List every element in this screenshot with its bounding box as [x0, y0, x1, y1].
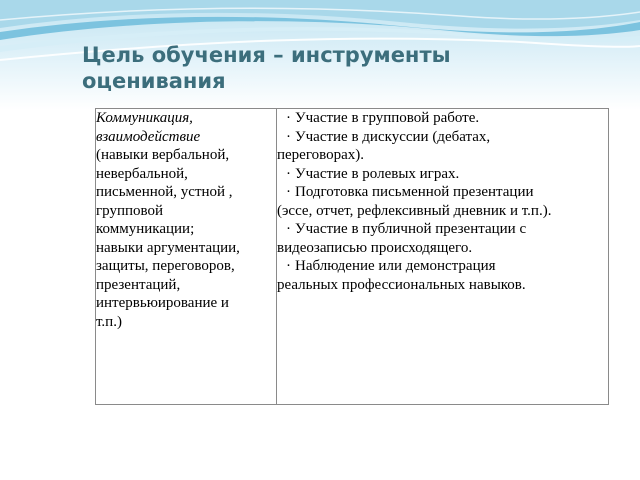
list-item-text: Участие в ролевых играх. [295, 165, 460, 182]
bullet-icon: · [286, 258, 291, 274]
competency-name-line: взаимодействие [96, 128, 201, 145]
bullet-icon: · [286, 110, 291, 126]
list-item-text: переговорах). [277, 147, 365, 163]
list-item [277, 165, 608, 184]
list-item-text: Подготовка письменной презентации [295, 184, 534, 200]
list-item [277, 220, 608, 257]
list-item-text: Участие в публичной презентации с [295, 221, 527, 237]
list-item-text: видеозаписью происходящего. [277, 239, 473, 256]
list-item [277, 109, 608, 128]
list-item-text: Наблюдение или демонстрация [295, 258, 496, 274]
bullet-icon: · [286, 221, 291, 237]
description-line: навыки аргументации, [96, 239, 240, 256]
list-item [277, 183, 608, 220]
competency-name [96, 109, 276, 146]
list-item [277, 257, 608, 294]
table-row [96, 109, 609, 405]
bullet-icon: · [286, 165, 291, 182]
competency-cell [96, 109, 277, 405]
list-item-text: Участие в дискуссии (дебатах, [295, 128, 491, 145]
slide-title-line: Цель обучения – инструменты [82, 43, 451, 67]
description-line: т.п.) [96, 313, 122, 330]
description-line: групповой [96, 202, 164, 219]
description-line: презентаций, [96, 276, 181, 293]
slide-title [82, 42, 622, 94]
description-line: интервьюирование и [96, 295, 229, 311]
list-item-text: (эссе, отчет, рефлексивный дневник и т.п.). [277, 202, 552, 219]
slide-title-line: оценивания [82, 69, 226, 93]
assessment-tools-cell [277, 109, 609, 405]
description-line: письменной, устной , [96, 184, 233, 200]
bullet-icon: · [286, 184, 291, 200]
list-item-text: реальных профессиональных навыков. [277, 276, 526, 293]
description-line: невербальной, [96, 165, 188, 182]
description-line: коммуникации; [96, 221, 195, 237]
bullet-icon: · [286, 128, 291, 145]
assessment-table [95, 108, 609, 405]
description-line: защиты, переговоров, [96, 258, 235, 274]
list-item-text: Участие в групповой работе. [295, 110, 480, 126]
description-line: (навыки вербальной, [96, 147, 230, 163]
competency-name-line: Коммуникация, [96, 110, 193, 126]
competency-description [96, 146, 276, 331]
list-item [277, 128, 608, 165]
